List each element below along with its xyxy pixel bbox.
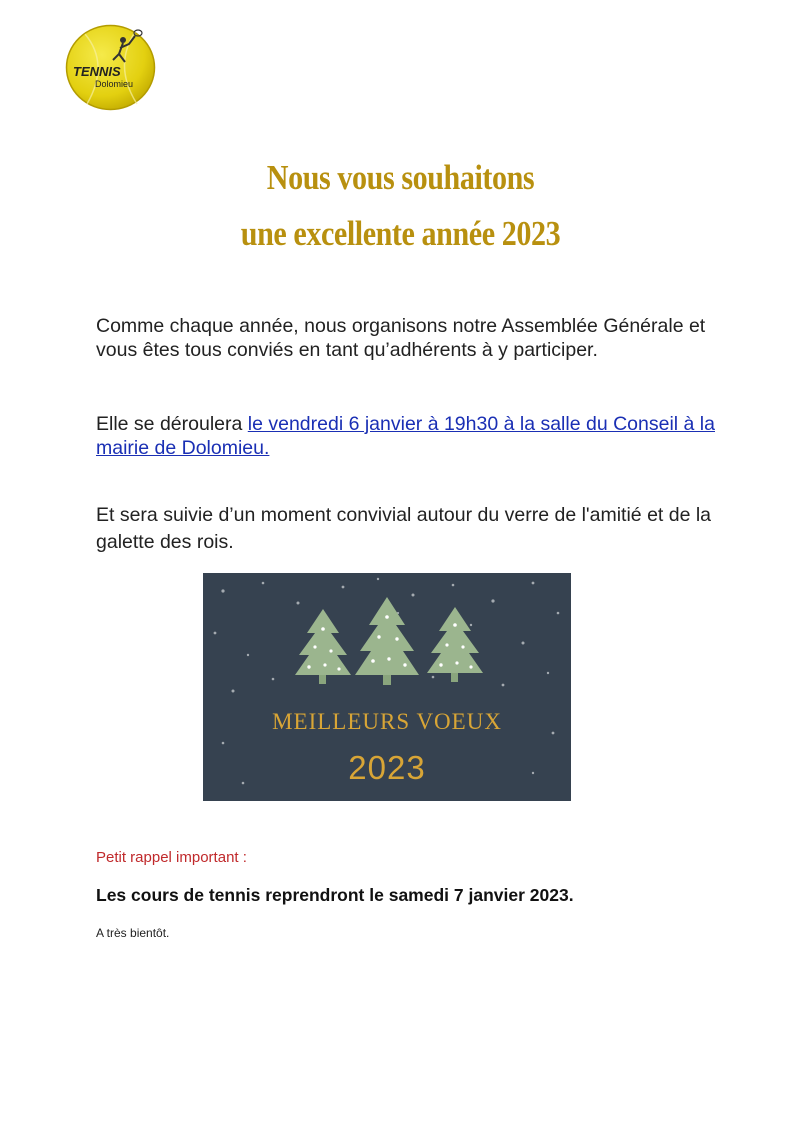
invitation-paragraph: Comme chaque année, nous organisons notre Assemblée Générale et vous êtes tous conviés en tant qu’adhérents à y participer. (96, 315, 706, 361)
card-year: 2023 (348, 749, 426, 786)
closing-text: A très bientôt. (96, 926, 170, 940)
meeting-intro: Elle se déroulera (96, 413, 248, 435)
card-title: MEILLEURS VOEUX (272, 709, 502, 734)
headline-line-2: une excellente année 2023 (240, 214, 561, 253)
courses-announcement: Les cours de tennis reprendront le samedi 7 janvier 2023. (96, 885, 574, 905)
club-logo (65, 24, 156, 111)
svg-text:TENNIS: TENNIS (73, 64, 121, 79)
headline-line-1: Nous vous souhaitons (266, 158, 535, 197)
tennis-ball-logo-icon (65, 24, 156, 111)
greeting-card-image (203, 573, 571, 801)
meeting-location-link[interactable]: le vendredi 6 janvier à 19h30 à la salle du Conseil à la mairie de Dolomieu. (96, 413, 715, 459)
svg-text:Dolomieu: Dolomieu (95, 79, 134, 89)
reminder-label: Petit rappel important : (96, 849, 247, 866)
reception-paragraph: Et sera suivie d’un moment convivial autour du verre de l'amitié et de la galette des rois. (96, 504, 712, 553)
meeting-details-paragraph (96, 412, 726, 460)
